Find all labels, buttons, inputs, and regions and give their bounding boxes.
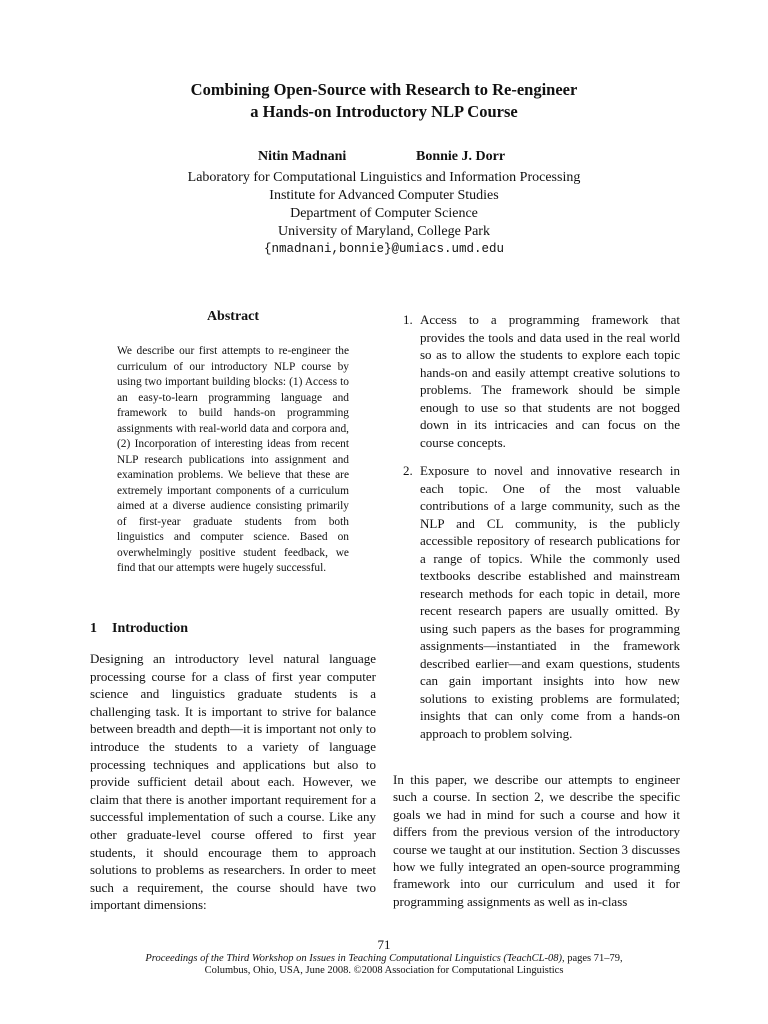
list-item	[398, 462, 680, 742]
section-number: 1	[90, 621, 97, 636]
list-item-number: 1.	[403, 312, 413, 327]
footer-pages: , pages 71–79,	[561, 953, 623, 964]
author-list	[0, 149, 768, 169]
abstract-text: We describe our first attempts to re-engineer the curriculum of our introductory NLP course by using two important building blocks: (1) Access to an easy-to-learn programming language and framework to build hands-on programming assignments with real-world data and corpora and, (2) Incorporation of interesting ideas from recent NLP research publications into assignment and examination problems. We believe that these are extremely important components of a curriculum aimed at a diverse audience consisting primarily of first-year graduate students from both linguistics and computer science. Based on overwhelmingly positive student feedback, we find that our attempts were hugely successful.	[117, 345, 349, 574]
affiliation-line: University of Maryland, College Park	[278, 224, 490, 239]
section-title: Introduction	[112, 621, 188, 636]
paper-title-line2: a Hands-on Introductory NLP Course	[250, 102, 518, 121]
author-email: {nmadnani,bonnie}@umiacs.umd.edu	[263, 242, 505, 256]
affiliation-line: Laboratory for Computational Linguistics and Information Processing	[187, 170, 581, 185]
list-item-text: Exposure to novel and innovative research in each topic. One of the most valuable contributions of a large community, such as the NLP and CL community, is the publicly accessible repository of research publications for a range of topics. While the commonly used textbooks describe established and mainstream research methods for each topic in detail, more recent research papers are usually omitted. By using such papers as the bases for programming assignments—instantiated in the framework described earlier—and exam questions, students can gain important insights into how new solutions to existing problems are formulated; insights that can only come from a hands-on approach to problem solving.	[420, 463, 680, 741]
affiliation-line: Department of Computer Science	[290, 206, 478, 221]
page-number: 71	[377, 937, 391, 952]
footer-venue: Proceedings of the Third Workshop on Issues in Teaching Computational Linguistics (TeachCL-08)	[145, 953, 562, 964]
list-item-number: 2.	[403, 463, 413, 478]
author-name: Bonnie J. Dorr	[416, 149, 506, 164]
abstract-heading: Abstract	[206, 309, 260, 324]
section-heading	[90, 621, 188, 637]
intro-paragraph: Designing an introductory level natural language processing course for a class of first year computer science and linguistics graduate students is a challenging task. It is important to strive for balance between breadth and depth—it is important not only to introduce the students to a variety of language processing techniques and applications but also to provide sufficient detail about each. However, we claim that there is another important requirement for a successful implementation of such a course. Like any other graduate-level course offered to first year students, it should encourage them to approach solutions to problems as researchers. In order to meet such a requirement, the course should have two important dimensions:	[90, 651, 376, 913]
numbered-list	[398, 311, 680, 451]
footer-citation	[0, 953, 768, 965]
list-item-text: Access to a programming framework that provides the tools and data used in the real world so as to allow the students to explore each topic hands-on and easily attempt creative solutions to problems. The framework should be simple enough to use so that students are not bogged down in its intricacies and can focus on the course concepts.	[420, 312, 680, 450]
author-name: Nitin Madnani	[258, 149, 347, 164]
footer-copyright: Columbus, Ohio, USA, June 2008. ©2008 Association for Computational Linguistics	[204, 965, 564, 976]
paper-title-line1: Combining Open-Source with Research to Re-engineer	[190, 80, 578, 99]
affiliation-line: Institute for Advanced Computer Studies	[269, 188, 499, 203]
list-item	[398, 311, 680, 451]
numbered-list	[398, 462, 680, 742]
body-paragraph: In this paper, we describe our attempts to engineer such a course. In section 2, we describe the specific goals we had in mind for such a course and how it differs from the previous version of the introductory course we taught at our institution. Section 3 discusses how we fully integrated an open-source programming framework into our curriculum and used it for programming assignments as well as in-class	[393, 772, 680, 909]
